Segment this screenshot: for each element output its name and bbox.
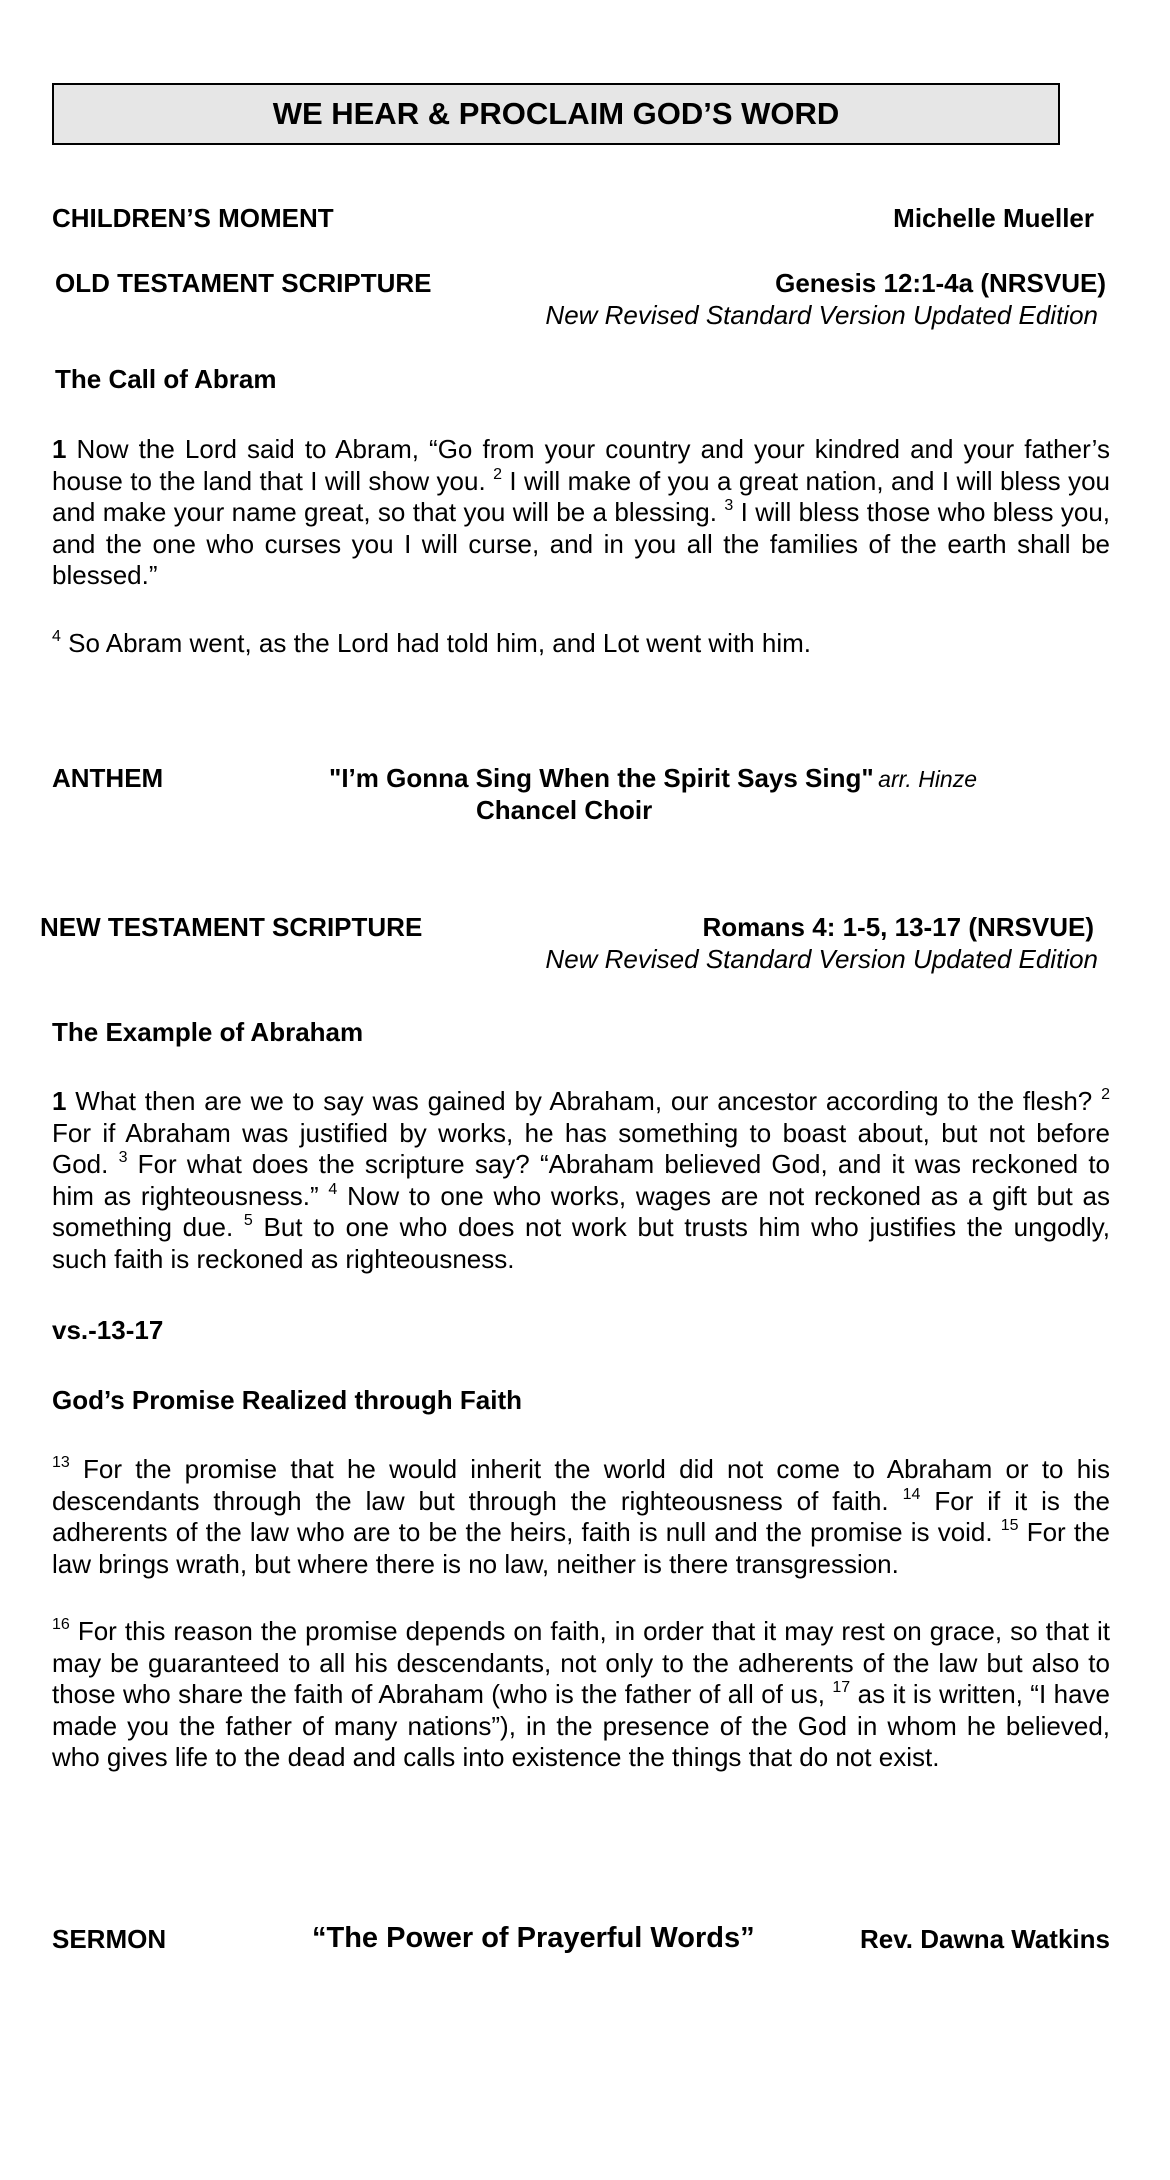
old-testament-version: New Revised Standard Version Updated Edition bbox=[545, 300, 1098, 330]
new-testament-label: NEW TESTAMENT SCRIPTURE bbox=[40, 912, 423, 942]
verse-text: For if Abraham was justified by works, he has something to boast about, but not before God. bbox=[52, 1117, 1110, 1179]
anthem-label: ANTHEM bbox=[52, 763, 164, 793]
old-testament-heading: The Call of Abram bbox=[55, 364, 277, 394]
anthem-performer: Chancel Choir bbox=[476, 795, 653, 825]
section-title: WE HEAR & PROCLAIM GOD’S WORD bbox=[52, 83, 1060, 145]
childrens-moment-leader: Michelle Mueller bbox=[893, 203, 1094, 233]
verse-number: 1 bbox=[52, 434, 67, 464]
verse-text: For the law brings wrath, but where there is no law, neither is there transgression. bbox=[52, 1517, 1110, 1579]
old-testament-paragraph-1 bbox=[52, 434, 1110, 592]
anthem-title: "I’m Gonna Sing When the Spirit Says Sing" bbox=[329, 763, 874, 793]
verse-text: I will make of you a great nation, and I will bless you and make your name great, so that you will be a blessing. bbox=[52, 465, 1111, 527]
sermon-label: SERMON bbox=[52, 1924, 167, 1954]
sermon-title: “The Power of Prayerful Words” bbox=[312, 1922, 755, 1954]
new-testament-heading-2: God’s Promise Realized through Faith bbox=[52, 1385, 522, 1415]
verse-number: 3 bbox=[724, 497, 734, 514]
verse-number: 2 bbox=[493, 465, 502, 483]
verse-text: For the promise that he would inherit the world did not come to Abraham or to his descendants through the law but through the righteousness of faith. bbox=[52, 1454, 1110, 1516]
new-testament-version: New Revised Standard Version Updated Edition bbox=[545, 944, 1098, 974]
anthem-arranger: arr. Hinze bbox=[878, 766, 978, 792]
childrens-moment-label: CHILDREN’S MOMENT bbox=[52, 203, 334, 233]
sermon-preacher: Rev. Dawna Watkins bbox=[860, 1924, 1110, 1954]
verse-number: 13 bbox=[52, 1454, 70, 1471]
verse-text: For if it is the adherents of the law who are to be the heirs, faith is null and the promise is void. bbox=[52, 1485, 1110, 1547]
new-testament-paragraph-3 bbox=[52, 1616, 1110, 1774]
new-testament-paragraph-2 bbox=[52, 1454, 1110, 1580]
verse-text: I will bless those who bless you, and the one who curses you I will curse, and in you all the families of the earth shall be blessed.” bbox=[52, 497, 1110, 590]
verse-text: as it is written, “I have made you the father of many nations”), in the presence of the God in whom he believed, who gives life to the dead and calls into existence the things that do not exist. bbox=[52, 1679, 1110, 1772]
verse-text: Now to one who works, wages are not reckoned as a gift but as something due. bbox=[52, 1180, 1110, 1242]
old-testament-label: OLD TESTAMENT SCRIPTURE bbox=[55, 268, 432, 298]
new-testament-reference: Romans 4: 1-5, 13-17 (NRSVUE) bbox=[702, 912, 1094, 942]
verse-text: Now the Lord said to Abram, “Go from your country and your kindred and your father’s house to the land that I will show you. bbox=[52, 434, 1110, 496]
verse-number: 3 bbox=[118, 1149, 128, 1166]
verse-number: 2 bbox=[1101, 1086, 1110, 1103]
anthem-title-line bbox=[329, 763, 977, 794]
old-testament-paragraph-2 bbox=[52, 628, 1110, 660]
verse-text: But to one who does not work but trusts him who justifies the ungodly, such faith is reckoned as righteousness. bbox=[52, 1212, 1111, 1274]
verse-text: For this reason the promise depends on faith, in order that it may rest on grace, so that it may be guaranteed to all his descendants, not only to the adherents of the law but also to those who share the faith of Abraham (who is the father of all of us, bbox=[52, 1616, 1110, 1709]
verse-number: 4 bbox=[52, 628, 61, 645]
verse-number: 14 bbox=[902, 1485, 921, 1503]
verse-text: So Abram went, as the Lord had told him, and Lot went with him. bbox=[60, 628, 811, 658]
verse-number: 16 bbox=[52, 1616, 70, 1633]
verse-text: For what does the scripture say? “Abraham believed God, and it was reckoned to him as righteousness.” bbox=[52, 1149, 1111, 1211]
verse-number: 1 bbox=[52, 1086, 67, 1116]
verses-label: vs.-13-17 bbox=[52, 1315, 164, 1345]
verse-number: 5 bbox=[243, 1212, 253, 1229]
verse-number: 17 bbox=[832, 1679, 851, 1696]
verse-number: 15 bbox=[1000, 1517, 1019, 1534]
old-testament-reference: Genesis 12:1-4a (NRSVUE) bbox=[775, 268, 1106, 298]
verse-text: What then are we to say was gained by Abraham, our ancestor according to the flesh? bbox=[66, 1086, 1102, 1116]
new-testament-paragraph-1 bbox=[52, 1086, 1110, 1275]
new-testament-heading: The Example of Abraham bbox=[52, 1017, 364, 1047]
verse-number: 4 bbox=[328, 1180, 338, 1198]
